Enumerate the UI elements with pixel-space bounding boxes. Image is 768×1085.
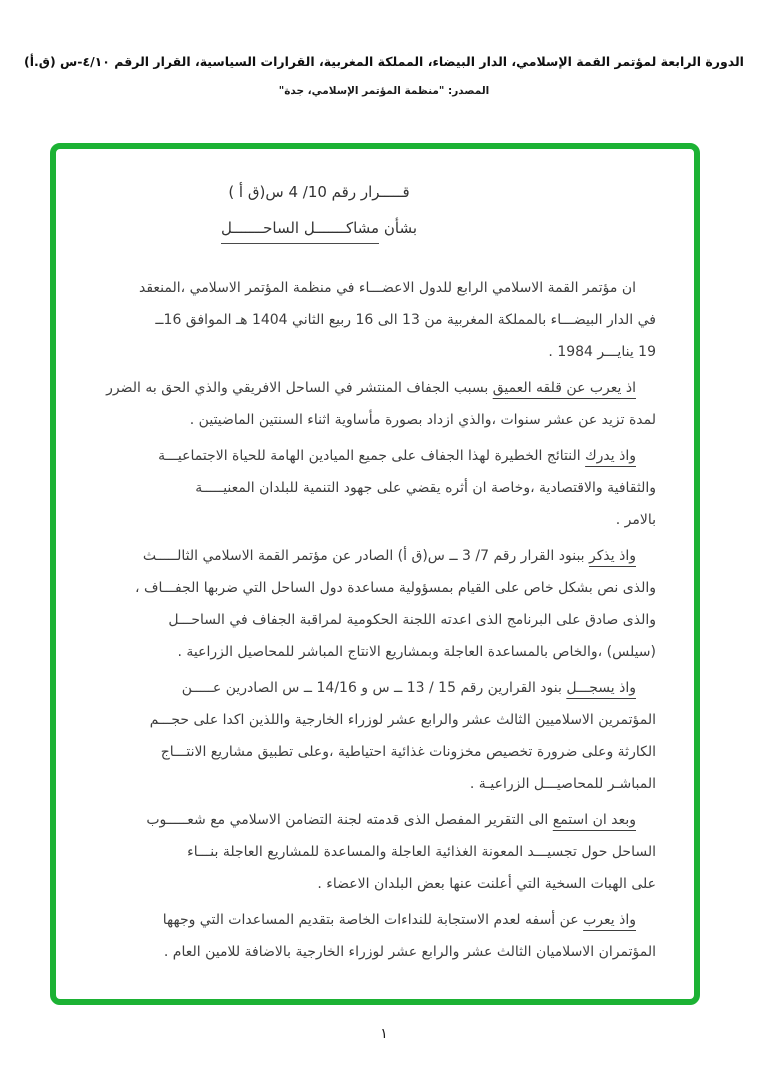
source-line: المصدر: "منظمة المؤتمر الإسلامي، جدة" <box>278 85 490 97</box>
paragraph-text: بنود القرارين رقم 15 / 13 ــ س و 14/16 ــ س الصادرين عـــــن المؤتمرين الاسلاميين الثالث عشر والرابع عشر لوزراء الخارجية واللذين اكدا على حجـــم الكارثة وعلى ضرورة تخصيص مخزونات غذائية احتياطية ،وعلى تطبيق مشاريع الانتـــاج المباشـر للمحاصيـــل الزراعيـة . <box>149 680 656 792</box>
resolution-paragraph <box>82 540 656 668</box>
resolution-subject-title <box>50 217 606 244</box>
paragraph-lead: واذ يعرب <box>583 912 636 928</box>
paragraph-text: بسبب الجفاف المنتشر في الساحل الافريقي والذي الحق به الضرر لمدة تزيد عن عشر سنوات ،والذي ازداد بصورة مأساوية اثناء السنتين الماضيتين . <box>106 380 656 428</box>
resolution-frame <box>50 143 700 1005</box>
paragraph-text: الى التقرير المفصل الذى قدمته لجنة التضامن الاسلامي مع شعـــــوب الساحل حول تجسيـــد المعونة الغذائية العاجلة والمساعدة للمشاريع العاجلة بنـــاء على الهبات السخية التي أعلنت عنها بعض البلدان الاعضاء . <box>146 812 656 892</box>
paragraph-lead: واذ يذكر <box>589 548 636 564</box>
paragraph-text: ان مؤتمر القمة الاسلامي الرابع للدول الاعضـــاء في منظمة المؤتمر الاسلامي ،المنعقد في الدار البيضـــاء بالمملكة المغربية من 13 الى 16 ربيع الثاني 1404 هـ الموافق 16ــ 19 ينايـــر 1984 . <box>138 280 656 360</box>
paragraph-lead: واذ يسجـــل <box>566 680 636 696</box>
resolution-paragraph <box>82 904 656 968</box>
resolution-body <box>82 272 656 968</box>
paragraph-text: النتائج الخطيرة لهذا الجفاف على جميع الميادين الهامة للحياة الاجتماعيـــة والثقافية والاقتصادية ،وخاصة ان أثره يقضي على جهود التنمية للبلدان المعنيـــــة بالامر . <box>158 448 656 528</box>
resolution-paragraph <box>82 372 656 436</box>
paragraph-lead: واذ يدرك <box>585 448 636 464</box>
resolution-paragraph <box>82 804 656 900</box>
paragraph-lead: وبعد ان استمع <box>552 812 636 828</box>
resolution-title <box>50 181 606 244</box>
session-title: الدورة الرابعة لمؤتمر القمة الإسلامي، الدار البيضاء، المملكة المغربية، القرارات السياسية، القرار الرقم ٤/١٠-س (ق.أ) <box>24 54 744 69</box>
resolution-document <box>56 149 694 968</box>
resolution-paragraph <box>82 440 656 536</box>
subject-prefix: بشأن <box>379 219 418 237</box>
resolution-paragraph <box>82 272 656 368</box>
subject-underline: مشاكـــــــل الساحـــــــل <box>221 217 379 244</box>
document-header <box>0 0 768 97</box>
paragraph-text: ببنود القرار رقم 7/ 3 ــ س(ق أ) الصادر عن مؤتمر القمة الاسلامي الثالـــــث والذى نص بشكل خاص على القيام بمسؤولية مساعدة دول الساحل التي ضربها الجفـــاف ، والذى صادق على البرنامج الذى اعدته اللجنة الحكومية لمراقبة الجفاف في الساحـــل (سيلس) ،والخاص بالمساعدة العاجلة وبمشاريع الانتاج المباشر للمحاصيل الزراعية . <box>135 548 656 660</box>
paragraph-text: عن أسفه لعدم الاستجابة للنداءات الخاصة بتقديم المساعدات التي وجهها المؤتمران الاسلاميان الثالث عشر والرابع عشر لوزراء الخارجية بالاضافة للامين العام . <box>162 912 656 960</box>
resolution-number-title: قـــــرار رقم 10/ 4 س(ق أ ) <box>228 183 410 201</box>
page-number: ١ <box>380 1026 388 1042</box>
resolution-paragraph <box>82 672 656 800</box>
paragraph-lead: اذ يعرب عن قلقه العميق <box>492 380 636 396</box>
